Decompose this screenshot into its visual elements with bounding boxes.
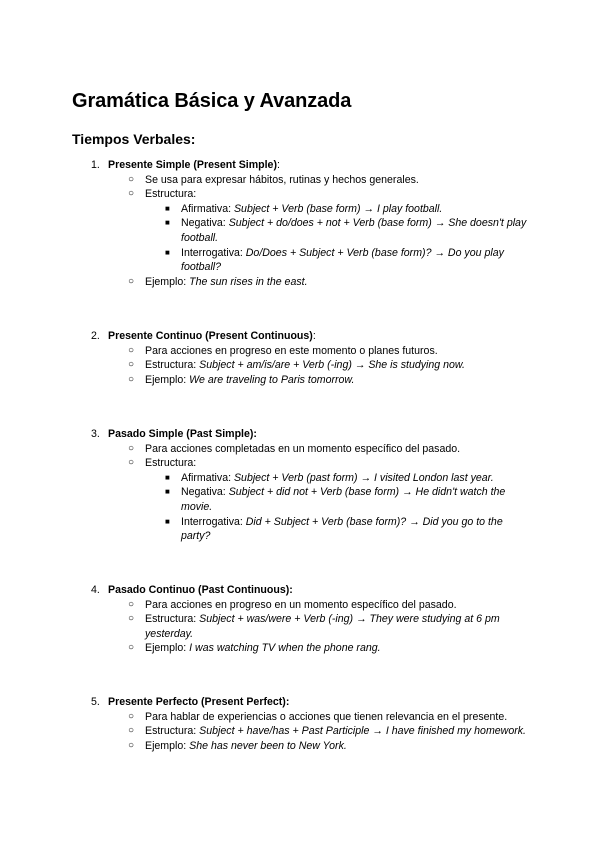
- list-number: 2.: [91, 330, 100, 342]
- tense-heading: [0, 695, 600, 710]
- square-bullet-icon: ■: [165, 218, 170, 228]
- usage-text: Se usa para expresar hábitos, rutinas y hechos generales.: [145, 173, 419, 186]
- section-heading: Tiempos Verbales:: [72, 131, 196, 147]
- interrogative-formula: Do/Does + Subject + Verb (base form)? → Do you play football?: [181, 246, 504, 274]
- interrogative-label: Interrogativa:: [181, 246, 246, 259]
- hollow-bullet-icon: ○: [128, 344, 135, 356]
- negative-label: Negativa:: [181, 486, 229, 499]
- tense-heading: [0, 583, 600, 598]
- structure-bullet: [0, 724, 600, 739]
- list-number: 1.: [91, 159, 100, 171]
- interrogative-bullet: [0, 246, 600, 275]
- hollow-bullet-icon: ○: [128, 359, 135, 371]
- example-bullet: [0, 373, 600, 388]
- structure-bullet: [0, 456, 600, 471]
- negative-bullet: [0, 216, 600, 245]
- structure-formula: Subject + was/were + Verb (-ing) → They were studying at 6 pm yesterday.: [145, 613, 500, 640]
- structure-bullet: [0, 612, 600, 641]
- tense-heading: [0, 329, 600, 344]
- example-label: Ejemplo:: [145, 642, 190, 655]
- example-text: She has never been to New York.: [189, 739, 347, 752]
- affirmative-bullet: [0, 202, 600, 217]
- tense-heading: [0, 158, 600, 173]
- document-title: Gramática Básica y Avanzada: [72, 90, 352, 112]
- structure-formula: Subject + have/has + Past Participle → I have finished my homework.: [199, 725, 526, 738]
- structure-label: Estructura:: [145, 613, 200, 626]
- usage-text: Para hablar de experiencias o acciones que tienen relevancia en el presente.: [145, 710, 508, 723]
- structure-label: Estructura:: [145, 188, 197, 201]
- hollow-bullet-icon: ○: [128, 275, 135, 287]
- square-bullet-icon: ■: [165, 203, 170, 213]
- tense-name: Presente Perfecto (Present Perfect):: [108, 696, 290, 708]
- example-text: The sun rises in the east.: [189, 275, 308, 288]
- list-number: 4.: [91, 584, 100, 596]
- hollow-bullet-icon: ○: [128, 710, 135, 722]
- hollow-bullet-icon: ○: [128, 173, 135, 185]
- usage-text: Para acciones en progreso en un momento específico del pasado.: [145, 598, 457, 611]
- negative-formula: Subject + do/does + not + Verb (base form) → She doesn't play football.: [181, 217, 527, 244]
- tense-item-present-simple: [0, 158, 600, 289]
- list-number: 3.: [91, 428, 100, 440]
- example-bullet: [0, 641, 600, 656]
- tense-name: Presente Continuo (Present Continuous):: [108, 330, 316, 342]
- usage-bullet: [0, 442, 600, 457]
- example-text: I was watching TV when the phone rang.: [189, 642, 381, 655]
- affirmative-bullet: [0, 471, 600, 486]
- tense-item-past-continuous: [0, 583, 600, 656]
- structure-label: Estructura:: [145, 725, 200, 738]
- square-bullet-icon: ■: [165, 472, 170, 482]
- example-label: Ejemplo:: [145, 275, 190, 288]
- affirmative-formula: Subject + Verb (base form) → I play football.: [233, 202, 443, 215]
- tense-item-present-continuous: [0, 329, 600, 387]
- negative-bullet: [0, 485, 600, 514]
- square-bullet-icon: ■: [165, 516, 170, 526]
- structure-formula: Subject + am/is/are + Verb (-ing) → She is studying now.: [199, 359, 465, 372]
- list-number: 5.: [91, 696, 100, 708]
- usage-bullet: [0, 598, 600, 613]
- hollow-bullet-icon: ○: [128, 373, 135, 385]
- usage-text: Para acciones completadas en un momento específico del pasado.: [145, 442, 461, 455]
- affirmative-label: Afirmativa:: [181, 202, 234, 215]
- structure-label: Estructura:: [145, 457, 197, 470]
- hollow-bullet-icon: ○: [128, 457, 135, 469]
- square-bullet-icon: ■: [165, 247, 170, 257]
- hollow-bullet-icon: ○: [128, 642, 135, 654]
- interrogative-formula: Did + Subject + Verb (base form)? → Did you go to the party?: [181, 515, 503, 543]
- usage-bullet: [0, 173, 600, 188]
- negative-label: Negativa:: [181, 217, 229, 230]
- example-label: Ejemplo:: [145, 739, 190, 752]
- example-text: We are traveling to Paris tomorrow.: [189, 373, 355, 386]
- interrogative-bullet: [0, 515, 600, 544]
- hollow-bullet-icon: ○: [128, 725, 135, 737]
- tense-item-past-simple: [0, 427, 600, 544]
- square-bullet-icon: ■: [165, 487, 170, 497]
- hollow-bullet-icon: ○: [128, 442, 135, 454]
- tense-item-present-perfect: [0, 695, 600, 753]
- structure-bullet: [0, 187, 600, 202]
- hollow-bullet-icon: ○: [128, 739, 135, 751]
- usage-text: Para acciones en progreso en este momento o planes futuros.: [145, 344, 438, 357]
- negative-formula: Subject + did not + Verb (base form) → He didn't watch the movie.: [181, 486, 506, 513]
- usage-bullet: [0, 344, 600, 359]
- usage-bullet: [0, 710, 600, 725]
- example-bullet: [0, 739, 600, 754]
- example-bullet: [0, 275, 600, 290]
- affirmative-label: Afirmativa:: [181, 471, 234, 484]
- tense-name: Pasado Continuo (Past Continuous):: [108, 584, 293, 596]
- affirmative-formula: Subject + Verb (past form) → I visited London last year.: [233, 471, 494, 484]
- example-label: Ejemplo:: [145, 373, 190, 386]
- tense-heading: [0, 427, 600, 442]
- interrogative-label: Interrogativa:: [181, 515, 246, 528]
- structure-bullet: [0, 358, 600, 373]
- hollow-bullet-icon: ○: [128, 188, 135, 200]
- hollow-bullet-icon: ○: [128, 613, 135, 625]
- tense-name: Presente Simple (Present Simple):: [108, 159, 280, 171]
- hollow-bullet-icon: ○: [128, 598, 135, 610]
- structure-label: Estructura:: [145, 359, 200, 372]
- tense-name: Pasado Simple (Past Simple):: [108, 428, 257, 440]
